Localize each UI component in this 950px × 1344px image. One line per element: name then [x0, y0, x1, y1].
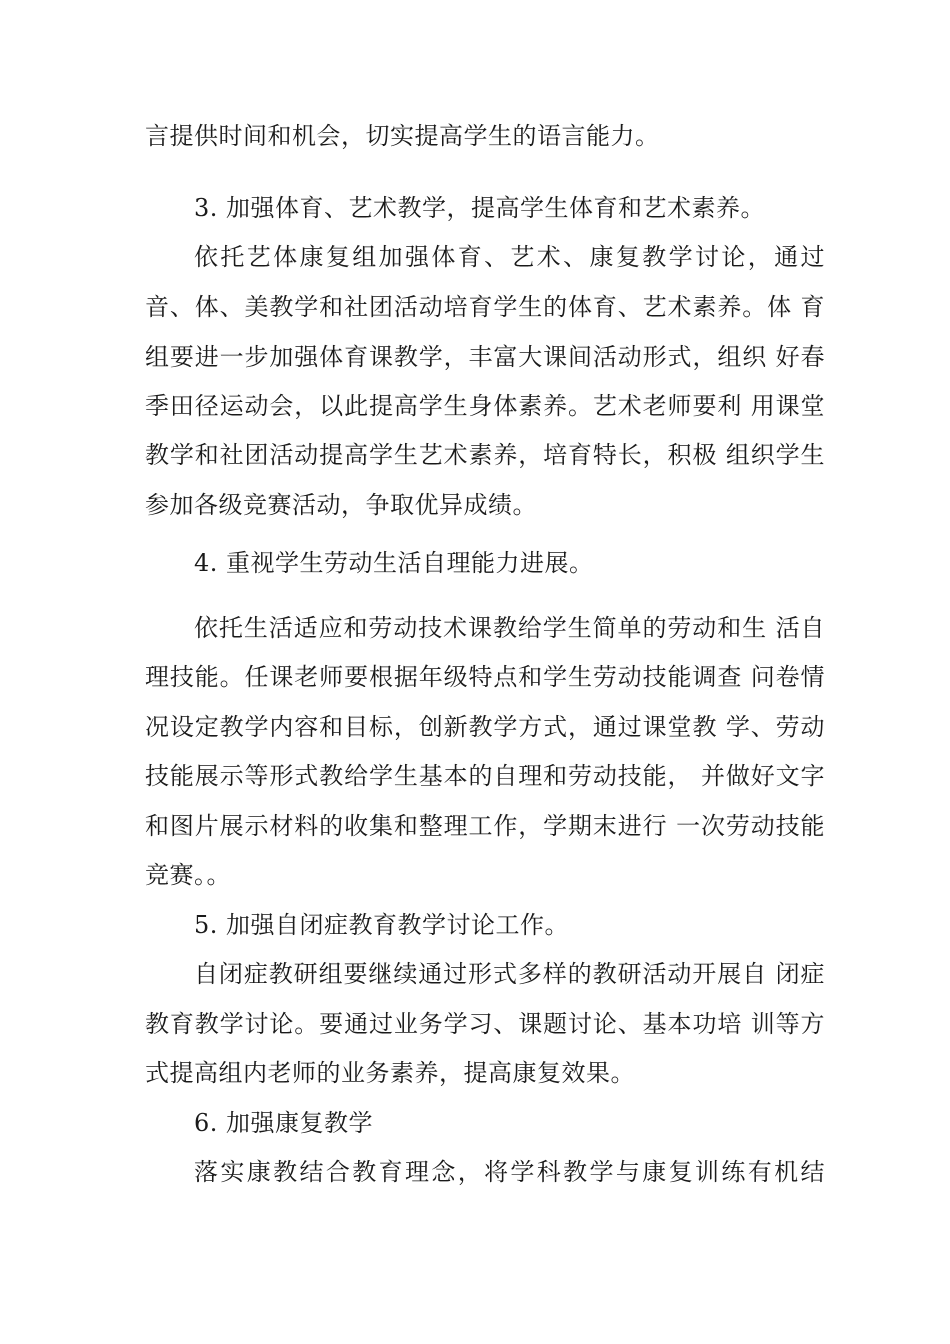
paragraph-line: 组要进一步加强体育课教学，丰富大课间活动形式，组织 好春 [145, 343, 825, 371]
section-heading-4: 4. 重视学生劳动生活自理能力进展。 [194, 549, 594, 577]
paragraph-line: 教学和社团活动提高学生艺术素养，培育特长，积极 组织学生 [145, 441, 825, 469]
paragraph-line: 依托艺体康复组加强体育、艺术、康复教学讨论，通过 [194, 243, 825, 271]
paragraph-line: 落实康教结合教育理念，将学科教学与康复训练有机结 [194, 1158, 825, 1186]
paragraph-line: 技能展示等形式教给学生基本的自理和劳动技能， 并做好文字 [145, 762, 825, 790]
paragraph-line: 式提高组内老师的业务素养，提高康复效果。 [145, 1059, 635, 1087]
paragraph-line: 季田径运动会，以此提高学生身体素养。艺术老师要利 用课堂 [145, 392, 825, 420]
paragraph-line: 自闭症教研组要继续通过形式多样的教研活动开展自 闭症 [194, 960, 825, 988]
section-heading-5: 5. 加强自闭症教育教学讨论工作。 [194, 911, 570, 939]
paragraph-line: 竞赛。。 [145, 861, 231, 889]
paragraph-line: 况设定教学内容和目标，创新教学方式，通过课堂教 学、劳动 [145, 713, 825, 741]
section-heading-6: 6. 加强康复教学 [194, 1109, 374, 1137]
paragraph-line: 参加各级竞赛活动，争取优异成绩。 [145, 491, 537, 519]
paragraph-line: 和图片展示材料的收集和整理工作，学期末进行 一次劳动技能 [145, 812, 825, 840]
paragraph-line: 教育教学讨论。要通过业务学习、课题讨论、基本功培 训等方 [145, 1010, 825, 1038]
paragraph-line: 理技能。任课老师要根据年级特点和学生劳动技能调查 问卷情 [145, 663, 825, 691]
section-heading-3: 3. 加强体育、艺术教学，提高学生体育和艺术素养。 [194, 194, 766, 222]
paragraph-line: 音、体、美教学和社团活动培育学生的体育、艺术素养。体 育 [145, 293, 825, 321]
paragraph-line: 言提供时间和机会，切实提高学生的语言能力。 [145, 122, 660, 150]
paragraph-line: 依托生活适应和劳动技术课教给学生简单的劳动和生 活自 [194, 614, 825, 642]
